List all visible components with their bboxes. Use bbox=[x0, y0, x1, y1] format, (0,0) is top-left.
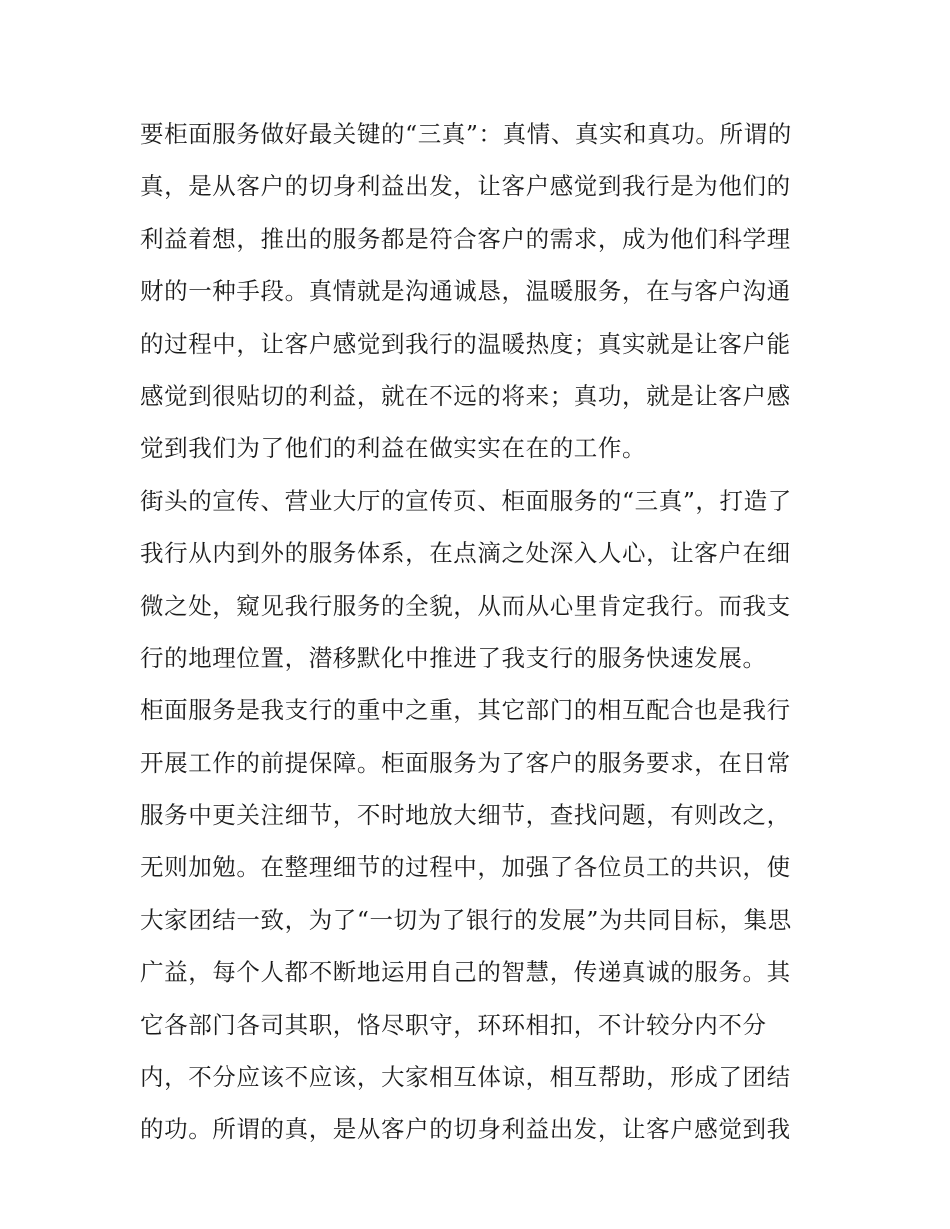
text-line: 开展工作的前提保障。柜面服务为了客户的服务要求，在日常 bbox=[140, 748, 791, 777]
text-line: 觉到我们为了他们的利益在做实实在在的工作。 bbox=[140, 434, 647, 463]
text-line: 柜面服务是我支行的重中之重，其它部门的相互配合也是我行 bbox=[140, 696, 791, 725]
text-line: 要柜面服务做好最关键的“三真”：真情、真实和真功。所谓的 bbox=[140, 120, 792, 148]
text-line: 的功。所谓的真，是从客户的切身利益出发，让客户感觉到我 bbox=[140, 1115, 791, 1144]
text-line: 的过程中，让客户感觉到我行的温暖热度；真实就是让客户能 bbox=[140, 329, 791, 358]
text-line: 广益，每个人都不断地运用自己的智慧，传递真诚的服务。其 bbox=[140, 958, 791, 987]
text-line: 行的地理位置，潜移默化中推进了我支行的服务快速发展。 bbox=[140, 643, 767, 672]
text-line: 财的一种手段。真情就是沟通诚恳，温暖服务，在与客户沟通 bbox=[140, 277, 791, 306]
text-line: 服务中更关注细节，不时地放大细节，查找问题，有则改之， bbox=[140, 801, 791, 830]
text-line: 街头的宣传、营业大厅的宣传页、柜面服务的“三真”，打造了 bbox=[140, 486, 792, 515]
text-line: 大家团结一致，为了“一切为了银行的发展”为共同目标，集思 bbox=[140, 905, 792, 934]
text-line: 真，是从客户的切身利益出发，让客户感觉到我行是为他们的 bbox=[140, 172, 791, 201]
text-line: 利益着想，推出的服务都是符合客户的需求，成为他们科学理 bbox=[140, 224, 791, 253]
text-line: 微之处，窥见我行服务的全貌，从而从心里肯定我行。而我支 bbox=[140, 591, 791, 620]
text-line: 感觉到很贴切的利益，就在不远的将来；真功，就是让客户感 bbox=[140, 381, 791, 410]
body-text bbox=[140, 108, 820, 1156]
text-line: 内，不分应该不应该，大家相互体谅，相互帮助，形成了团结 bbox=[140, 1063, 791, 1092]
text-line: 无则加勉。在整理细节的过程中，加强了各位员工的共识，使 bbox=[140, 853, 791, 882]
text-line: 它各部门各司其职，恪尽职守，环环相扣，不计较分内不分 bbox=[140, 1010, 767, 1039]
text-line: 我行从内到外的服务体系，在点滴之处深入人心，让客户在细 bbox=[140, 539, 791, 568]
